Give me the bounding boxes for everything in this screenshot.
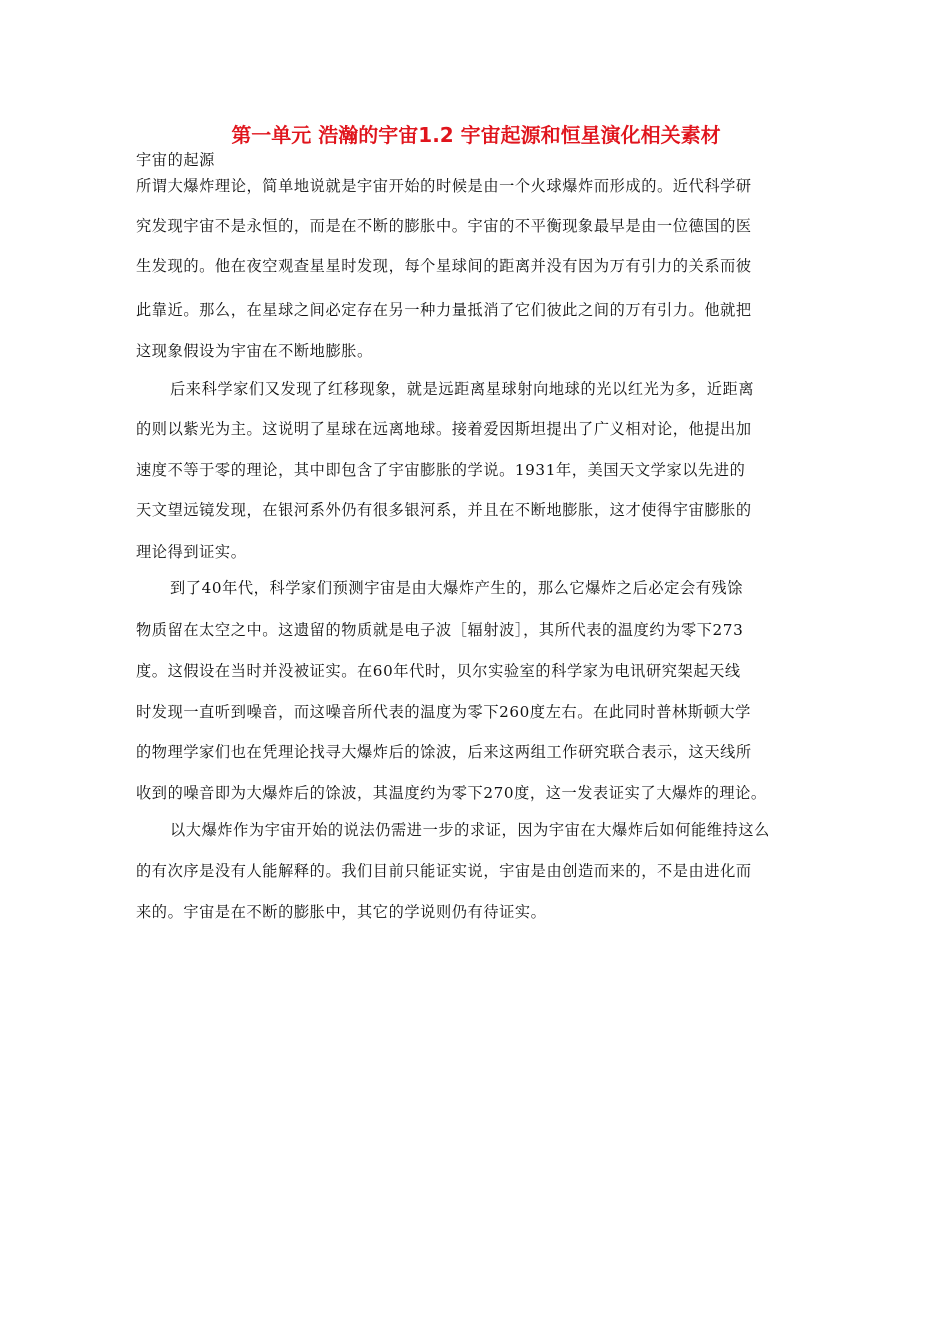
paragraph-1-line-4: 此靠近。那么，在星球之间必定存在另一种力量抵消了它们彼此之间的万有引力。他就把 [136,301,752,319]
section-heading: 宇宙的起源 [136,151,215,169]
paragraph-2-line-5: 理论得到证实。 [136,543,247,561]
paragraph-1-line-1: 所谓大爆炸理论，简单地说就是宇宙开始的时候是由一个火球爆炸而形成的。近代科学研 [136,177,752,195]
paragraph-3-line-2: 物质留在太空之中。这遗留的物质就是电子波［辐射波］，其所代表的温度约为零下273 [136,621,744,639]
paragraph-2-line-3: 速度不等于零的理论，其中即包含了宇宙膨胀的学说。1931年，美国天文学家以先进的 [136,461,746,479]
document-title: 第一单元 浩瀚的宇宙1.2 宇宙起源和恒星演化相关素材 [231,123,721,147]
paragraph-3-line-6: 收到的噪音即为大爆炸后的馀波，其温度约为零下270度，这一发表证实了大爆炸的理论。 [136,784,767,802]
paragraph-2-line-2: 的则以紫光为主。这说明了星球在远离地球。接着爱因斯坦提出了广义相对论，他提出加 [136,420,752,438]
paragraph-4-line-1: 以大爆炸作为宇宙开始的说法仍需进一步的求证，因为宇宙在大爆炸后如何能维持这么 [170,821,770,839]
paragraph-3-line-3: 度。这假设在当时并没被证实。在60年代时，贝尔实验室的科学家为电讯研究架起天线 [136,662,741,680]
paragraph-1-line-2: 究发现宇宙不是永恒的，而是在不断的膨胀中。宇宙的不平衡现象最早是由一位德国的医 [136,217,752,235]
paragraph-3-line-4: 时发现一直听到噪音，而这噪音所代表的温度为零下260度左右。在此同时普林斯顿大学 [136,703,751,721]
paragraph-4-line-3: 来的。宇宙是在不断的膨胀中，其它的学说则仍有待证实。 [136,903,547,921]
paragraph-1-line-3: 生发现的。他在夜空观查星星时发现，每个星球间的距离并没有因为万有引力的关系而彼 [136,257,752,275]
paragraph-3-line-1: 到了40年代，科学家们预测宇宙是由大爆炸产生的，那么它爆炸之后必定会有残馀 [170,579,744,597]
paragraph-2-line-4: 天文望远镜发现，在银河系外仍有很多银河系，并且在不断地膨胀，这才使得宇宙膨胀的 [136,501,752,519]
paragraph-2-line-1: 后来科学家们又发现了红移现象，就是远距离星球射向地球的光以红光为多，近距离 [170,380,755,398]
paragraph-3-line-5: 的物理学家们也在凭理论找寻大爆炸后的馀波，后来这两组工作研究联合表示，这天线所 [136,743,752,761]
paragraph-4-line-2: 的有次序是没有人能解释的。我们目前只能证实说，宇宙是由创造而来的，不是由进化而 [136,862,752,880]
paragraph-1-line-5: 这现象假设为宇宙在不断地膨胀。 [136,342,373,360]
